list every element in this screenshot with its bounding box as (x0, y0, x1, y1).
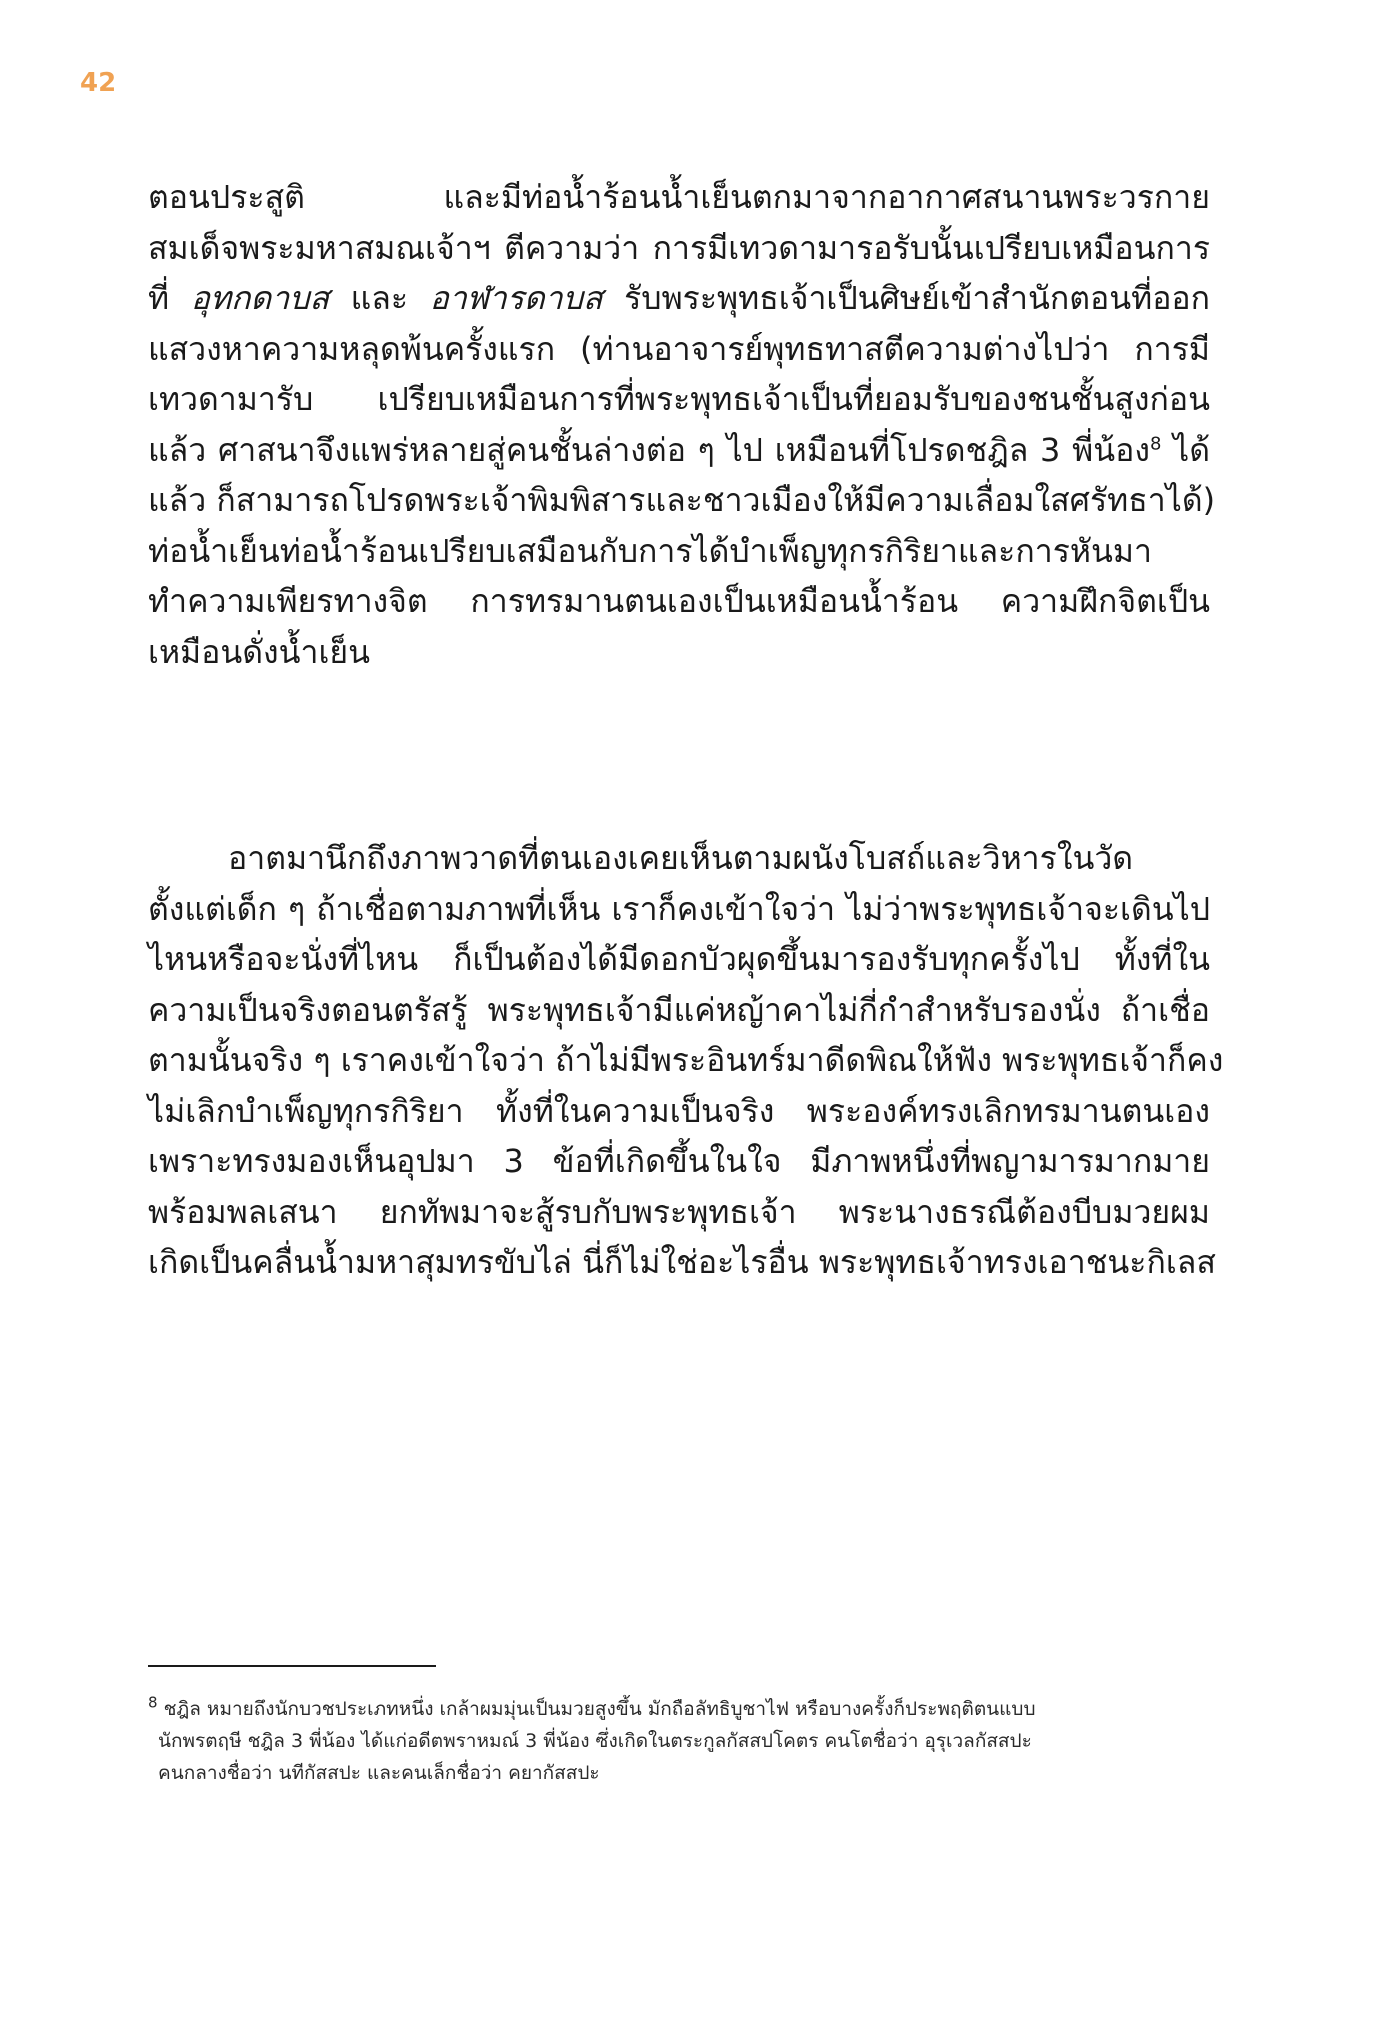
footnote-line: คนกลางชื่อว่า นทีกัสสปะ และคนเล็กชื่อว่า คยากัสสปะ (158, 1762, 600, 1784)
text-segment: ได้ (1161, 430, 1210, 469)
footnotes (148, 1693, 1210, 1789)
text-segment: แล้ว ศาสนาจึงแพร่หลายสู่คนชั้นล่างต่อ ๆ ไป เหมือนที่โปรดชฎิล 3 พี่น้อง (148, 430, 1150, 469)
text-line (148, 425, 1210, 476)
text-line: ตั้งแต่เด็ก ๆ ถ้าเชื่อตามภาพที่เห็น เราก็คงเข้าใจว่า ไม่ว่าพระพุทธเจ้าจะเดินไป (148, 889, 1210, 928)
paragraph-1 (148, 172, 1216, 677)
text-segment: รับพระพุทธเจ้าเป็นศิษย์เข้าสำนักตอนที่ออก (602, 279, 1211, 317)
text-line: เกิดเป็นคลื่นน้ำมหาสุมทรขับไล่ นี่ก็ไม่ใช่อะไรอื่น พระพุทธเจ้าทรงเอาชนะกิเลส (148, 1243, 1216, 1281)
footnote-line (148, 1693, 1210, 1725)
footnote-line: นักพรตฤษี ชฎิล 3 พี่น้อง ได้แก่อดีตพราหมณ์ 3 พี่น้อง ซึ่งเกิดในตระกูลกัสสปโคตร คนโตชื่อว่า อุรุเวลกัสสปะ (158, 1730, 1032, 1752)
footnote-8 (148, 1693, 1210, 1789)
text-line: แสวงหาความหลุดพ้นครั้งแรก (ท่านอาจารย์พุทธทาสตีความต่างไปว่า การมี (148, 329, 1210, 368)
text-line (148, 273, 1210, 324)
text-line: เทวดามารับ เปรียบเหมือนการที่พระพุทธเจ้าเป็นที่ยอมรับของชนชั้นสูงก่อน (148, 380, 1210, 418)
footnote-divider (148, 1665, 436, 1667)
text-line: เพราะทรงมองเห็นอุปมา 3 ข้อที่เกิดขึ้นในใจ มีภาพหนึ่งที่พญามารมากมาย (148, 1142, 1210, 1180)
text-line: ท่อน้ำเย็นท่อน้ำร้อนเปรียบเสมือนกับการได้บำเพ็ญทุกรกิริยาและการหันมา (148, 531, 1152, 570)
footnote-text: ชฎิล หมายถึงนักบวชประเภทหนึ่ง เกล้าผมมุ่นเป็นมวยสูงขึ้น มักถือลัทธิบูชาไฟ หรือบางครั้งก็ประพฤติตนแบบ (163, 1698, 1036, 1720)
page-number: 42 (80, 68, 117, 98)
text-line: ความเป็นจริงตอนตรัสรู้ พระพุทธเจ้ามีแค่หญ้าคาไม่กี่กำสำหรับรองนั่ง ถ้าเชื่อ (148, 990, 1210, 1029)
text-segment: ที่ (148, 279, 191, 317)
text-segment: และ (329, 279, 430, 317)
text-line: แล้ว ก็สามารถโปรดพระเจ้าพิมพิสารและชาวเมืองให้มีความเลื่อมใสศรัทธาได้) (148, 481, 1216, 519)
text-line: อาตมานึกถึงภาพวาดที่ตนเองเคยเห็นตามผนังโบสถ์และวิหารในวัด (228, 839, 1134, 877)
text-line: เหมือนดั่งน้ำเย็น (148, 632, 371, 671)
text-line: ไหนหรือจะนั่งที่ไหน ก็เป็นต้องได้มีดอกบัวผุดขึ้นมารองรับทุกครั้งไป ทั้งที่ใน (148, 940, 1210, 978)
footnote-number: 8 (148, 1693, 158, 1712)
text-line: พร้อมพลเสนา ยกทัพมาจะสู้รบกับพระพุทธเจ้า พระนางธรณีต้องบีบมวยผม (148, 1192, 1210, 1231)
text-line: ตอนประสูติ และมีท่อน้ำร้อนน้ำเย็นตกมาจากอากาศสนานพระวรกาย (148, 178, 1210, 216)
text-line: ไม่เลิกบำเพ็ญทุกรกิริยา ทั้งที่ในความเป็นจริง พระองค์ทรงเลิกทรมานตนเอง (148, 1091, 1210, 1130)
italic-name-alara: อาฬารดาบส (429, 279, 603, 317)
text-line: ตามนั้นจริง ๆ เราคงเข้าใจว่า ถ้าไม่มีพระอินทร์มาดีดพิณให้ฟัง พระพุทธเจ้าก็คง (148, 1041, 1224, 1079)
paragraph-2 (148, 833, 1224, 1288)
italic-name-udaka: อุทกดาบส (190, 279, 329, 317)
text-line: ทำความเพียรทางจิต การทรมานตนเองเป็นเหมือนน้ำร้อน ความฝึกจิตเป็น (148, 582, 1210, 620)
text-line: สมเด็จพระมหาสมณเจ้าฯ ตีความว่า การมีเทวดามารอรับนั้นเปรียบเหมือนการ (148, 228, 1210, 267)
footnote-reference[interactable]: 8 (1149, 432, 1162, 454)
